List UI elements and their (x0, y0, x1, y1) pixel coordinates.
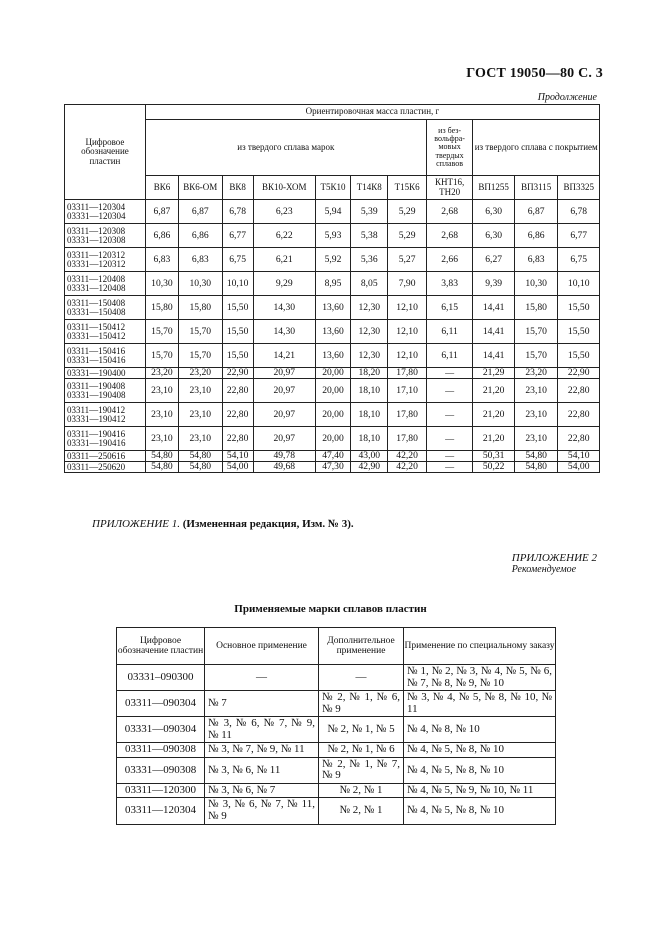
table2-cell: — (319, 665, 404, 691)
table-row (117, 665, 556, 691)
mass-value: 6,22 (253, 224, 315, 248)
mass-value: 23,10 (179, 403, 223, 427)
mass-value: 15,70 (179, 344, 223, 368)
appendix2-subtitle: Рекомендуемое (511, 564, 577, 576)
mass-value: 50,31 (473, 451, 514, 462)
mass-value: 20,00 (315, 427, 350, 451)
grade-header: ВК6-ОМ (179, 176, 223, 200)
grade-header: ВК10-ХОМ (253, 176, 315, 200)
table2-cell: № 3, № 4, № 5, № 8, № 10, № 11 (404, 691, 556, 717)
mass-value: 22,80 (558, 427, 600, 451)
mass-value: 22,80 (558, 379, 600, 403)
table2-cell: № 3, № 6, № 7 (205, 783, 319, 798)
mass-value: 15,50 (222, 296, 253, 320)
table2-cell: № 1, № 2, № 3, № 4, № 5, № 6, № 7, № 8, № 9, № 10 (404, 665, 556, 691)
mass-value: 23,10 (514, 427, 558, 451)
mass-value: 54,10 (222, 451, 253, 462)
mass-value: 6,11 (426, 344, 473, 368)
mass-value: 10,30 (179, 272, 223, 296)
grade-header: ВП3115 (514, 176, 558, 200)
table2-header: Дополнительное применение (319, 628, 404, 665)
table2-cell: № 4, № 8, № 10 (404, 717, 556, 743)
row-code: 03331—120304 (67, 210, 126, 221)
mass-value: 22,80 (222, 403, 253, 427)
mass-value: 6,15 (426, 296, 473, 320)
mass-value: 22,80 (222, 379, 253, 403)
mass-value: 14,41 (473, 296, 514, 320)
mass-value: 21,20 (473, 379, 514, 403)
table-row (65, 248, 600, 272)
table-row (65, 462, 600, 473)
appendix1-note (92, 518, 354, 530)
mass-value: 21,20 (473, 427, 514, 451)
row-code-cell (65, 462, 146, 473)
table2-cell: № 7 (205, 691, 319, 717)
mass-value: 6,83 (145, 248, 178, 272)
row-code: 03331—120308 (67, 234, 126, 245)
table-row (65, 368, 600, 379)
mass-value: 14,30 (253, 320, 315, 344)
mass-value: 23,10 (145, 403, 178, 427)
mass-table (64, 104, 600, 473)
mass-value: 54,80 (514, 462, 558, 473)
mass-value: 5,94 (315, 200, 350, 224)
table2-cell: 03331—090304 (117, 717, 205, 743)
row-code: 03331—190400 (67, 368, 126, 378)
row-code-cell (65, 320, 146, 344)
mass-value: 17,80 (388, 368, 426, 379)
mass-value: — (426, 462, 473, 473)
mass-value: 22,80 (558, 403, 600, 427)
table2-cell: № 2, № 1, № 5 (319, 717, 404, 743)
table2-header: Цифровое обозначение пластин (117, 628, 205, 665)
mass-value: 47,40 (315, 451, 350, 462)
mass-value: 18,10 (351, 379, 388, 403)
mass-value: 17,80 (388, 427, 426, 451)
row-code-cell (65, 248, 146, 272)
mass-value: 2,68 (426, 200, 473, 224)
mass-value: — (426, 427, 473, 451)
table2-cell: № 2, № 1 (319, 798, 404, 824)
mass-value: 17,10 (388, 379, 426, 403)
table-row (117, 691, 556, 717)
table2-cell: № 4, № 5, № 9, № 10, № 11 (404, 783, 556, 798)
header-coated: из твердого сплава с покрытием (473, 120, 600, 176)
table-row (65, 296, 600, 320)
table-row (65, 427, 600, 451)
mass-value: 15,50 (222, 344, 253, 368)
table2-header: Применение по специальному заказу (404, 628, 556, 665)
mass-value: — (426, 379, 473, 403)
table2-cell: № 4, № 5, № 8, № 10 (404, 798, 556, 824)
mass-value: 6,21 (253, 248, 315, 272)
table2-cell: № 4, № 5, № 8, № 10 (404, 757, 556, 783)
mass-value: 22,90 (222, 368, 253, 379)
table2-cell: № 3, № 7, № 9, № 11 (205, 743, 319, 758)
row-code: 03331—190412 (67, 413, 126, 424)
mass-value: — (426, 368, 473, 379)
row-code: 03311—120304 (67, 201, 126, 212)
mass-value: 18,10 (351, 403, 388, 427)
header-tungsten-free: из без-вольфра-мовых твердых сплавов (426, 120, 473, 176)
mass-value: 6,77 (558, 224, 600, 248)
row-code: 03331—150408 (67, 306, 126, 317)
row-code: 03331—190408 (67, 389, 126, 400)
mass-value: 20,97 (253, 368, 315, 379)
table2-cell: 03311—120304 (117, 798, 205, 824)
mass-value: 23,10 (179, 379, 223, 403)
mass-value: 12,30 (351, 296, 388, 320)
table-row (117, 743, 556, 758)
header-hard-alloy: из твердого сплава марок (145, 120, 426, 176)
row-code-cell (65, 344, 146, 368)
row-code: 03311—120408 (67, 273, 126, 284)
row-code-cell (65, 200, 146, 224)
table-row (117, 783, 556, 798)
table-row (117, 757, 556, 783)
grade-header: ВК6 (145, 176, 178, 200)
row-code-cell (65, 272, 146, 296)
mass-value: 14,21 (253, 344, 315, 368)
mass-value: 6,30 (473, 200, 514, 224)
mass-value: 49,68 (253, 462, 315, 473)
mass-value: 21,20 (473, 403, 514, 427)
mass-value: 15,70 (514, 320, 558, 344)
appendix1-prefix: ПРИЛОЖЕНИЕ 1. (92, 518, 180, 530)
mass-value: — (426, 451, 473, 462)
mass-value: 54,80 (179, 451, 223, 462)
mass-value: 23,20 (145, 368, 178, 379)
mass-value: 54,00 (558, 462, 600, 473)
mass-value: 42,90 (351, 462, 388, 473)
mass-value: 6,11 (426, 320, 473, 344)
mass-value: 54,80 (145, 451, 178, 462)
mass-value: 5,36 (351, 248, 388, 272)
mass-value: 15,70 (514, 344, 558, 368)
mass-value: 6,83 (179, 248, 223, 272)
row-code: 03311—190412 (67, 404, 126, 415)
table2-cell: № 2, № 1, № 6 (319, 743, 404, 758)
mass-value: 15,50 (222, 320, 253, 344)
mass-value: 22,90 (558, 368, 600, 379)
grade-header: ВК8 (222, 176, 253, 200)
row-code: 03331—120408 (67, 282, 126, 293)
table-row (65, 344, 600, 368)
mass-value: 14,30 (253, 296, 315, 320)
mass-value: 12,30 (351, 320, 388, 344)
mass-value: 42,20 (388, 451, 426, 462)
mass-value: 20,97 (253, 403, 315, 427)
table-row (65, 200, 600, 224)
table2-cell: № 2, № 1, № 7, № 9 (319, 757, 404, 783)
row-code: 03331—120312 (67, 258, 126, 269)
row-code-cell (65, 368, 146, 379)
mass-value: 23,10 (179, 427, 223, 451)
mass-value: 50,22 (473, 462, 514, 473)
row-code: 03311—150412 (67, 321, 126, 332)
table-row (65, 451, 600, 462)
mass-value: 15,70 (179, 320, 223, 344)
mass-value: 6,87 (179, 200, 223, 224)
mass-value: 23,10 (514, 379, 558, 403)
mass-value: 5,93 (315, 224, 350, 248)
mass-value: 6,27 (473, 248, 514, 272)
mass-value: 23,10 (145, 379, 178, 403)
mass-value: 6,77 (222, 224, 253, 248)
table2-cell: 03311—120300 (117, 783, 205, 798)
table2-cell: 03311—090308 (117, 743, 205, 758)
mass-value: 17,80 (388, 403, 426, 427)
mass-value: 20,97 (253, 427, 315, 451)
mass-value: 13,60 (315, 296, 350, 320)
mass-value: 15,80 (179, 296, 223, 320)
row-code-cell (65, 451, 146, 462)
mass-value: 10,30 (145, 272, 178, 296)
mass-value: 8,95 (315, 272, 350, 296)
mass-value: 6,86 (179, 224, 223, 248)
row-code-cell (65, 296, 146, 320)
mass-value: 23,10 (145, 427, 178, 451)
table2-title: Применяемые марки сплавов пластин (234, 603, 427, 615)
mass-value: 12,10 (388, 320, 426, 344)
mass-value: 20,97 (253, 379, 315, 403)
mass-value: 13,60 (315, 320, 350, 344)
mass-value: 7,90 (388, 272, 426, 296)
row-code: 03311—250616 (67, 451, 126, 461)
table2-cell: № 3, № 6, № 7, № 9, № 11 (205, 717, 319, 743)
table2-cell: 03331—090308 (117, 757, 205, 783)
header-mass: Ориентировочная масса пластин, г (145, 105, 599, 120)
table2-cell: № 3, № 6, № 11 (205, 757, 319, 783)
row-code: 03331—150416 (67, 354, 126, 365)
mass-value: 23,10 (514, 403, 558, 427)
mass-value: 20,00 (315, 368, 350, 379)
row-code: 03311—250620 (67, 462, 126, 472)
page-header: ГОСТ 19050—80 С. 3 (466, 66, 603, 81)
mass-value: 10,10 (222, 272, 253, 296)
table2-cell: № 2, № 1 (319, 783, 404, 798)
mass-value: 20,00 (315, 403, 350, 427)
mass-value: 18,20 (351, 368, 388, 379)
row-code-cell (65, 224, 146, 248)
appendix2-title: ПРИЛОЖЕНИЕ 2 (511, 552, 597, 564)
mass-value: 6,75 (558, 248, 600, 272)
mass-value: 54,10 (558, 451, 600, 462)
mass-value: 5,39 (351, 200, 388, 224)
row-code: 03311—150408 (67, 297, 126, 308)
grade-header: Т15К6 (388, 176, 426, 200)
row-code: 03311—120308 (67, 225, 126, 236)
mass-value: 5,29 (388, 200, 426, 224)
table2-cell: № 2, № 1, № 6, № 9 (319, 691, 404, 717)
mass-value: 6,75 (222, 248, 253, 272)
table2-cell: 03311—090304 (117, 691, 205, 717)
row-code-cell (65, 403, 146, 427)
mass-value: 5,38 (351, 224, 388, 248)
mass-value: 23,20 (179, 368, 223, 379)
mass-value: 13,60 (315, 344, 350, 368)
grade-header: ВП3325 (558, 176, 600, 200)
table-row (65, 224, 600, 248)
mass-value: 3,83 (426, 272, 473, 296)
mass-value: 21,29 (473, 368, 514, 379)
mass-value: 14,41 (473, 320, 514, 344)
mass-value: 10,10 (558, 272, 600, 296)
mass-value: 49,78 (253, 451, 315, 462)
appendix2-heading (512, 552, 597, 575)
mass-value: 6,87 (514, 200, 558, 224)
table-row (117, 798, 556, 824)
table-row (65, 379, 600, 403)
mass-value: 15,80 (145, 296, 178, 320)
mass-value: 6,83 (514, 248, 558, 272)
row-code: 03331—150412 (67, 330, 126, 341)
row-code-cell (65, 379, 146, 403)
table2-cell: — (205, 665, 319, 691)
grade-header: ВП1255 (473, 176, 514, 200)
mass-value: 8,05 (351, 272, 388, 296)
row-code-cell (65, 427, 146, 451)
appendix1-text: (Измененная редакция, Изм. № 3). (182, 518, 354, 530)
mass-value: 9,29 (253, 272, 315, 296)
mass-value: 2,66 (426, 248, 473, 272)
mass-value: 54,80 (179, 462, 223, 473)
mass-value: 42,20 (388, 462, 426, 473)
table-row (65, 272, 600, 296)
mass-value: 15,50 (558, 296, 600, 320)
mass-value: 15,50 (558, 320, 600, 344)
row-code: 03311—150416 (67, 345, 126, 356)
row-code: 03331—190416 (67, 437, 126, 448)
mass-value: 54,00 (222, 462, 253, 473)
mass-value: 15,70 (145, 344, 178, 368)
row-code: 03311—120312 (67, 249, 126, 260)
mass-value: 6,87 (145, 200, 178, 224)
table2-cell: № 4, № 5, № 8, № 10 (404, 743, 556, 758)
mass-value: 15,80 (514, 296, 558, 320)
mass-value: 15,70 (145, 320, 178, 344)
mass-value: 12,30 (351, 344, 388, 368)
table-row (65, 320, 600, 344)
table-row (65, 403, 600, 427)
mass-value: 23,20 (514, 368, 558, 379)
mass-value: 14,41 (473, 344, 514, 368)
mass-value: 54,80 (145, 462, 178, 473)
mass-value: 20,00 (315, 379, 350, 403)
table2-cell: № 3, № 6, № 7, № 11, № 9 (205, 798, 319, 824)
mass-value: 12,10 (388, 344, 426, 368)
mass-value: 6,86 (514, 224, 558, 248)
mass-value: 6,78 (558, 200, 600, 224)
mass-value: 10,30 (514, 272, 558, 296)
mass-value: 9,39 (473, 272, 514, 296)
mass-value: 6,86 (145, 224, 178, 248)
mass-value: 6,30 (473, 224, 514, 248)
table2-header: Основное применение (205, 628, 319, 665)
row-code: 03311—190416 (67, 428, 126, 439)
mass-value: 6,23 (253, 200, 315, 224)
mass-value: 43,00 (351, 451, 388, 462)
mass-value: 47,30 (315, 462, 350, 473)
mass-value: 12,10 (388, 296, 426, 320)
mass-value: 6,78 (222, 200, 253, 224)
mass-value: 5,92 (315, 248, 350, 272)
mass-value: 5,29 (388, 224, 426, 248)
mass-value: 15,50 (558, 344, 600, 368)
mass-value: 5,27 (388, 248, 426, 272)
mass-value: — (426, 403, 473, 427)
alloy-grades-table (116, 627, 556, 825)
grade-header: Т5К10 (315, 176, 350, 200)
grade-header: КНТ16, ТН20 (426, 176, 473, 200)
mass-value: 22,80 (222, 427, 253, 451)
mass-value: 2,68 (426, 224, 473, 248)
grade-header: Т14К8 (351, 176, 388, 200)
mass-value: 18,10 (351, 427, 388, 451)
table-row (117, 717, 556, 743)
table2-cell: 03331–090300 (117, 665, 205, 691)
continuation-label: Продолжение (537, 92, 597, 103)
row-code: 03311—190408 (67, 380, 126, 391)
header-code: Цифровое обозначение пластин (65, 105, 146, 200)
mass-value: 54,80 (514, 451, 558, 462)
